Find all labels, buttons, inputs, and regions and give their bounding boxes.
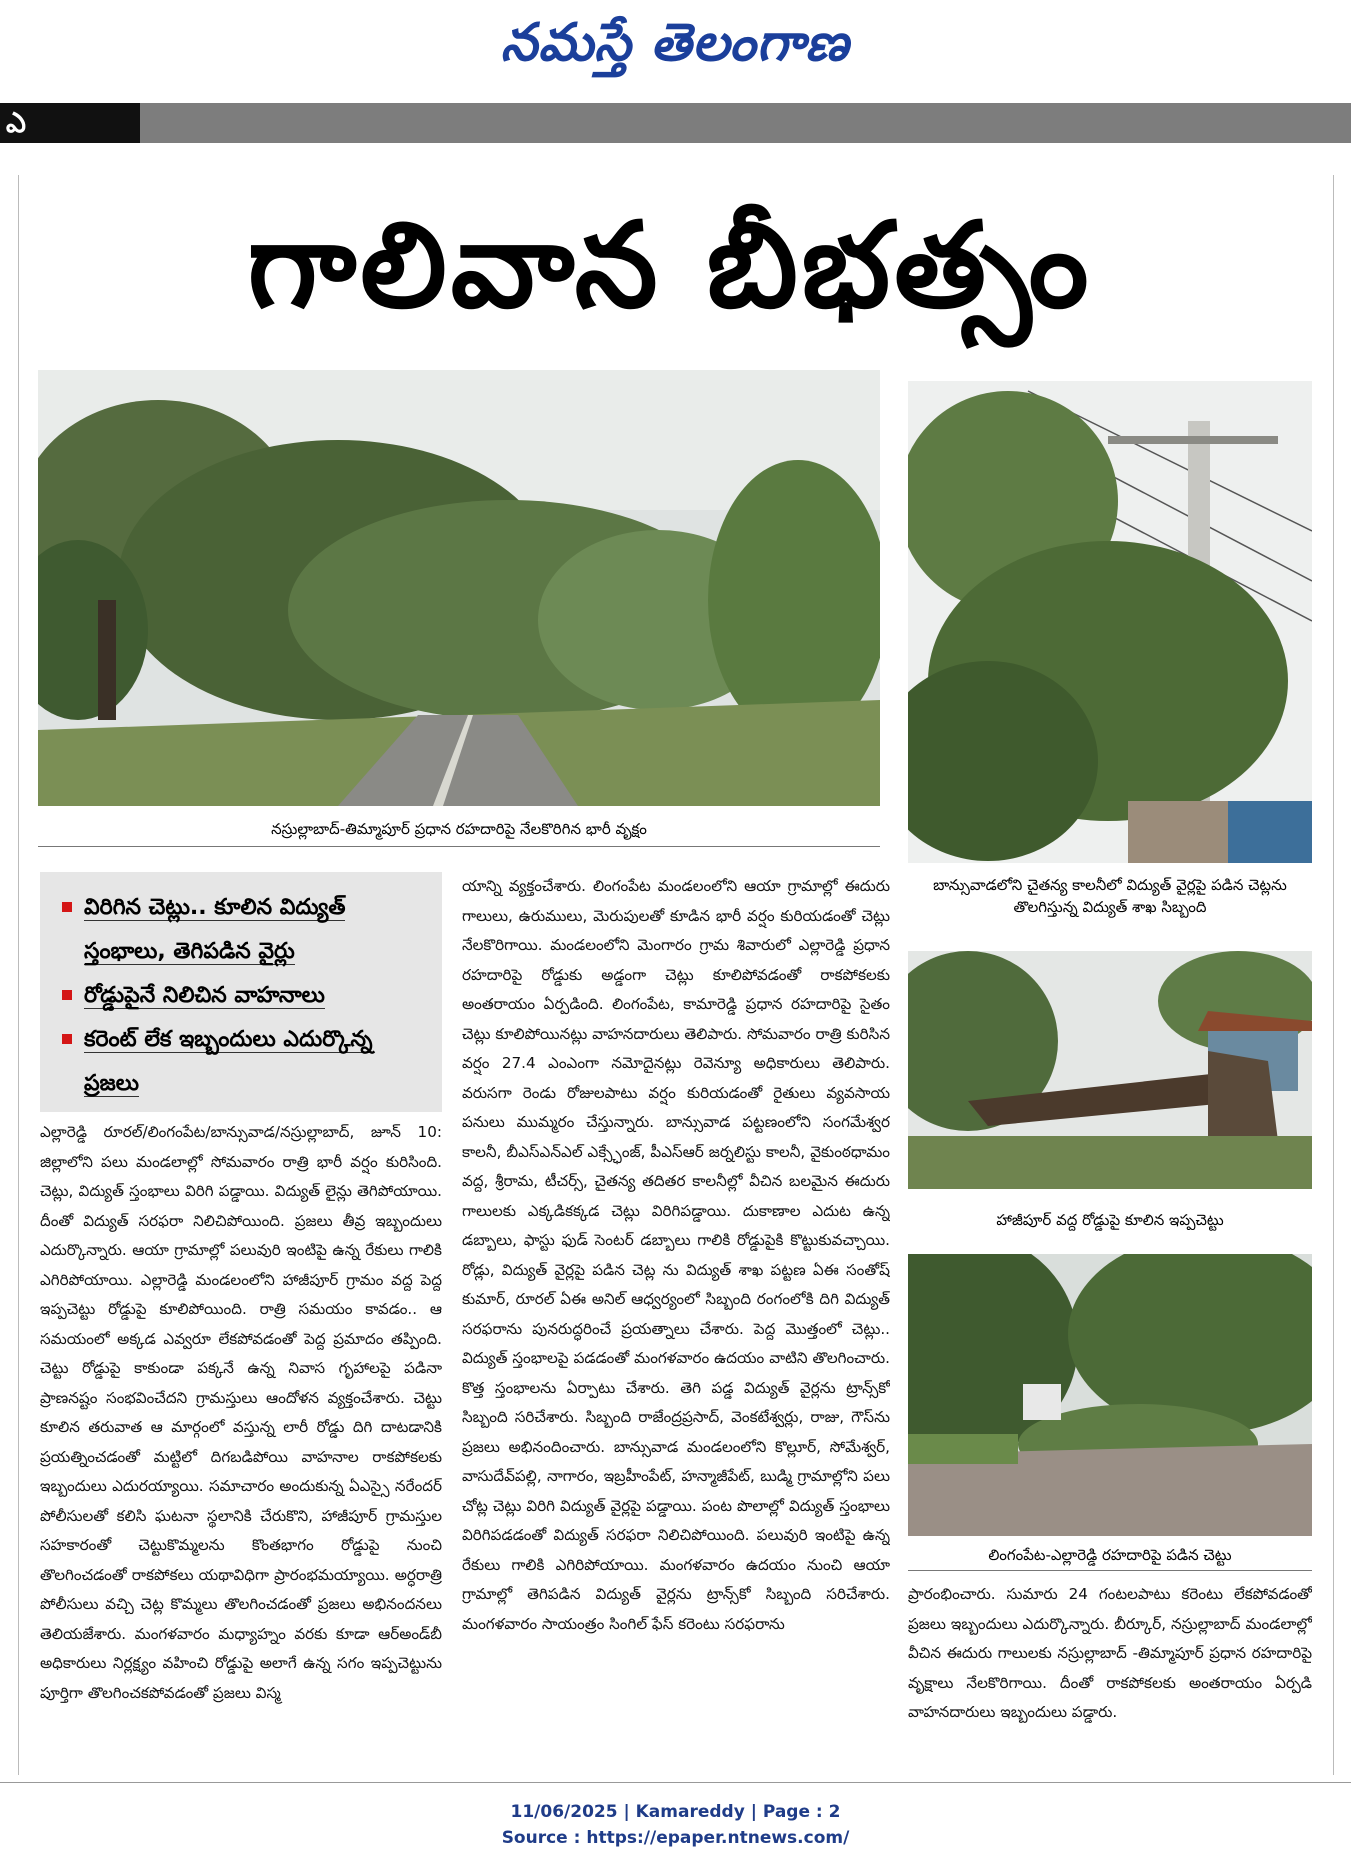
red-square-bullet-icon [62,902,72,912]
newspaper-logo: నమస్తే తెలంగాణ [500,12,850,73]
headline: గాలివాన బీభత్సం [247,196,1093,334]
red-square-bullet-icon [62,1034,72,1044]
footer-divider [0,1782,1351,1783]
caption-pole-photo: బాన్సువాడలోని చైతన్య కాలనీలో విద్యుత్‌ వైర్లపై పడిన చెట్లను తొలగిస్తున్న విద్యుత్‌ శాఖ సిబ్బంది [933,876,1287,916]
red-square-bullet-icon [62,990,72,1000]
photo-electric-pole-workers [908,381,1312,863]
highlight-item: కరెంట్‌ లేక ఇబ్బందులు ఎదుర్కొన్న ప్రజలు [58,1018,428,1106]
caption-road-photo: లింగంపేట-ఎల్లారెడ్డి రహదారిపై పడిన చెట్టు [908,1544,1312,1571]
caption-fallen-photo: హాజీపూర్‌ వద్ద రోడ్డుపై కూలిన ఇప్పచెట్టు [996,1211,1224,1229]
photo-uprooted-tree [908,951,1312,1189]
highlight-item: రోడ్డుపైనే నిలిచిన వాహనాలు [58,974,428,1018]
caption-main-photo: నస్రుల్లాబాద్‌-తిమ్మాపూర్‌ ప్రధాన రహదారిపై నేలకొరిగిన భారీ వృక్షం [38,818,880,847]
highlights-box [40,872,442,1112]
photo-tree-on-road [908,1254,1312,1536]
footer-date-edition-page: 11/06/2025 | Kamareddy | Page : 2 [510,1802,841,1822]
page-strip-marker [0,103,140,143]
article-column-3: ప్రారంభించారు. సుమారు 24 గంటలపాటు కరెంటు లేకపోవడంతో ప్రజలు ఇబ్బందులు ఎదుర్కొన్నారు. బీర్కూర్‌, నస్రుల్లాబాద్‌ మండలాల్లో వీచిన ఈదురు గాలులకు నస్రుల్లాబాద్‌ -తిమ్మాపూర్‌ ప్రధాన రహదారిపై వృక్షాలు నేలకొరిగాయి. దీంతో రాకపోకలకు అంతరాయం ఏర్పడి వాహనదారులు ఇబ్బందులు పడ్డారు. [908,1585,1312,1721]
photo-fallen-tree-road [38,370,880,806]
footer-source-link[interactable]: Source : https://epaper.ntnews.com/ [501,1828,850,1848]
page-strip [0,103,1351,143]
page-strip-mark: ఎ [6,106,26,139]
article-column-1: ఎల్లారెడ్డి రూరల్‌/లింగంపేట/బాన్సువాడ/నస్రుల్లాబాద్‌, జూన్‌ 10: జిల్లాలోని పలు మండలాల్లో సోమవారం రాత్రి భారీ వర్షం కురిసింది. చెట్లు, విద్యుత్‌ స్తంభాలు విరిగి పడ్డాయి. విద్యుత్‌ లైన్లు తెగిపోయాయి. దీంతో విద్యుత్‌ సరఫరా నిలిచిపోయింది. ప్రజలు తీవ్ర ఇబ్బందులు ఎదుర్కొన్నారు. ఆయా గ్రామాల్లో పలువురి ఇంటిపై ఉన్న రేకులు గాలికి ఎగిరిపోయాయి. ఎల్లారెడ్డి మండలంలోని హాజీపూర్‌ గ్రామం వద్ద పెద్ద ఇప్పచెట్టు రోడ్డుపై కూలిపోయింది. రాత్రి సమయం కావడం.. ఆ సమయంలో అక్కడ ఎవ్వరూ లేకపోవడంతో పెద్ద ప్రమాదం తప్పింది. చెట్టు రోడ్డుపై కాకుండా పక్కనే ఉన్న నివాస గృహాలపై పడినా ప్రాణనష్టం సంభవించేదని గ్రామస్తులు ఆందోళన వ్యక్తంచేశారు. చెట్టు కూలిన తరువాత ఆ మార్గంలో వస్తున్న లారీ రోడ్డు దిగి దాటడానికి ప్రయత్నించడంతో మట్టిలో దిగబడిపోయి వాహనాల రాకపోకలకు ఇబ్బందులు ఎదురయ్యాయి. సమాచారం అందుకున్న ఏఎస్సై నరేందర్‌ పోలీసులతో కలిసి ఘటనా స్థలానికి చేరుకొని, హాజీపూర్‌ గ్రామస్తుల సహకారంతో చెట్టుకొమ్మలను కొంతభాగం రోడ్డుపై నుంచి తొలగించడంతో రాకపోకలు యథావిధిగా ప్రారంభమయ్యాయి. అర్ధరాత్రి పోలీసులు వచ్చి చెట్ల కొమ్మలు తొలగించడంతో ప్రజలు అభినందనలు తెలియజేశారు. మంగళవారం మధ్యాహ్నం వరకు కూడా ఆర్‌అండ్‌బీ అధికారులు నిర్లక్ష్యం వహించి రోడ్డుపై అలాగే ఉన్న సగం ఇప్పచెట్టును పూర్తిగా తొలగించకపోవడంతో ప్రజలు విస్మ [40,1123,442,1702]
article-column-2: యాన్ని వ్యక్తంచేశారు. లింగంపేట మండలంలోని ఆయా గ్రామాల్లో ఈదురు గాలులు, ఉరుములు, మెరుపులతో కూడిన భారీ వర్షం కురియడంతో చెట్లు నేలకొరిగాయి. మండలంలోని మెంగారం గ్రామ శివారులో ఎల్లారెడ్డి ప్రధాన రహదారిపై రోడ్డుకు అడ్డంగా చెట్లు కూలిపోవడంతో రాకపోకలకు అంతరాయం ఏర్పడింది. లింగంపేట, కామారెడ్డి ప్రధాన రహదారిపై సైతం చెట్లు కూలిపోయినట్లు వాహనదారులు తెలిపారు. సోమవారం రాత్రి కురిసిన వర్షం 27.4 ఎంఎంగా నమోదైనట్లు రెవెన్యూ అధికారులు తెలిపారు. వరుసగా రెండు రోజులపాటు వర్షం కురియడంతో రైతులు వ్యవసాయ పనులు ముమ్మరం చేస్తున్నారు. బాన్సువాడ పట్టణంలోని సంగమేశ్వర కాలనీ, బీఎస్‌ఎన్‌ఎల్‌ ఎక్స్ఛేంజ్‌, పీఎస్‌ఆర్‌ జర్నలిస్టు కాలనీ, వైకుంఠధామం వద్ద, శ్రీరామ, టీచర్స్‌, చైతన్య తదితర కాలనీల్లో వీచిన బలమైన ఈదురు గాలులకు ఎక్కడికక్కడ చెట్లు విరిగిపడ్డాయి. దుకాణాల ఎదుట ఉన్న డబ్బాలు, ఫాస్టు ఫుడ్‌ సెంటర్‌ డబ్బాలు గాలికి రోడ్డుపైకి కొట్టుకువచ్చాయి. రోడ్లు, విద్యుత్‌ వైర్లపై పడిన చెట్ల ను విద్యుత్‌ శాఖ పట్టణ ఏఈ సంతోష్‌ కుమార్‌, రూరల్‌ ఏఈ అనిల్‌ ఆధ్వర్యంలో సిబ్బంది రంగంలోకి దిగి విద్యుత్‌ సరఫరాను పునరుద్ధరించే ప్రయత్నాలు చేశారు. పెద్ద మొత్తంలో చెట్లు.. విద్యుత్‌ స్తంభాలపై పడడంతో మంగళవారం ఉదయం వాటిని తొలగించారు. కొత్త స్తంభాలను ఏర్పాటు చేశారు. తెగి పడ్డ విద్యుత్‌ వైర్లను ట్రాన్స్‌కో సిబ్బంది సరిచేశారు. సిబ్బంది రాజేంద్రప్రసాద్‌, వెంకటేశ్వర్లు, రాజు, గౌస్‌ను ప్రజలు అభినందించారు. బాన్సువాడ మండలంలోని కొల్లూర్‌, సోమేశ్వర్‌, వాసుదేవ్‌పల్లి, నాగారం, ఇబ్రహీంపేట్‌, హన్మాజీపేట్‌, బుడ్మి గ్రామాల్లోని పలు చోట్ల చెట్లు విరిగి విద్యుత్‌ వైర్లపై పడ్డాయి. పంట పొలాల్లో విద్యుత్‌ స్తంభాలు విరిగిపడడంతో విద్యుత్‌ సరఫరా నిలిచిపోయింది. పలువురి ఇంటిపై ఉన్న రేకులు గాలికి ఎగిరిపోయాయి. మంగళవారం ఉదయం నుంచి ఆయా గ్రామాల్లో తెగిపడిన విద్యుత్‌ వైర్లను ట్రాన్స్‌కో సిబ్బంది సరిచేశారు. మంగళవారం సాయంత్రం సింగిల్‌ ఫేస్‌ కరెంటు సరఫరాను [462,877,890,1633]
masthead [0,0,1351,92]
highlight-item: విరిగిన చెట్లు.. కూలిన విద్యుత్‌ స్తంభాలు, తెగిపడిన వైర్లు [58,886,428,974]
